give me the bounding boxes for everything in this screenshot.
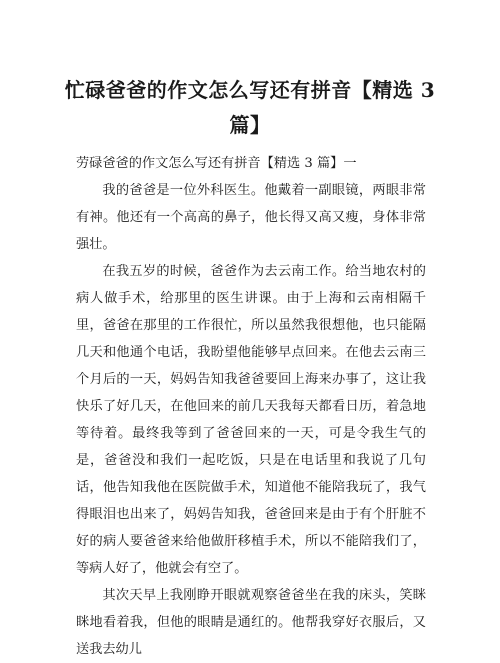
document-body [76, 150, 426, 663]
paragraph-2: 在我五岁的时候，爸爸作为去云南工作。给当地农村的病人做手术，给那里的医生讲课。由于上海和云南相隔千里，爸爸在那里的工作很忙，所以虽然我很想他，也只能隔几天和他通个电话，我盼望他能够早点回来。在他去云南三个月后的一天，妈妈告知我爸爸要回上海来办事了，这让我快乐了好几天，在他回来的前几天我每天都看日历，着急地等待着。最终我等到了爸爸回来的一天，可是令我生气的是，爸爸没和我们一起吃饭，只是在电话里和我说了几句话，他告知我他在医院做手术，知道他不能陪我玩了，我气得眼泪也出来了，妈妈告知我，爸爸回来是由于有个肝脏不好的病人要爸爸来给他做肝移植手术，所以不能陪我们了，等病人好了，他就会有空了。 [76, 264, 426, 576]
paragraph-1: 我的爸爸是一位外科医生。他戴着一副眼镜，两眼非常有神。他还有一个高高的鼻子，他长得又高又瘦，身体非常强壮。 [76, 183, 426, 252]
document-subtitle: 劳碌爸爸的作文怎么写还有拼音【精选 3 篇】一 [76, 156, 357, 171]
paragraph-3: 其次天早上我刚睁开眼就观察爸爸坐在我的床头，笑眯眯地看着我，但他的眼睛是通红的。他帮我穿好衣服后，又送我去幼儿 [76, 588, 426, 657]
document-title: 忙碌爸爸的作文怎么写还有拼音【精选 3 篇】 [64, 78, 436, 137]
